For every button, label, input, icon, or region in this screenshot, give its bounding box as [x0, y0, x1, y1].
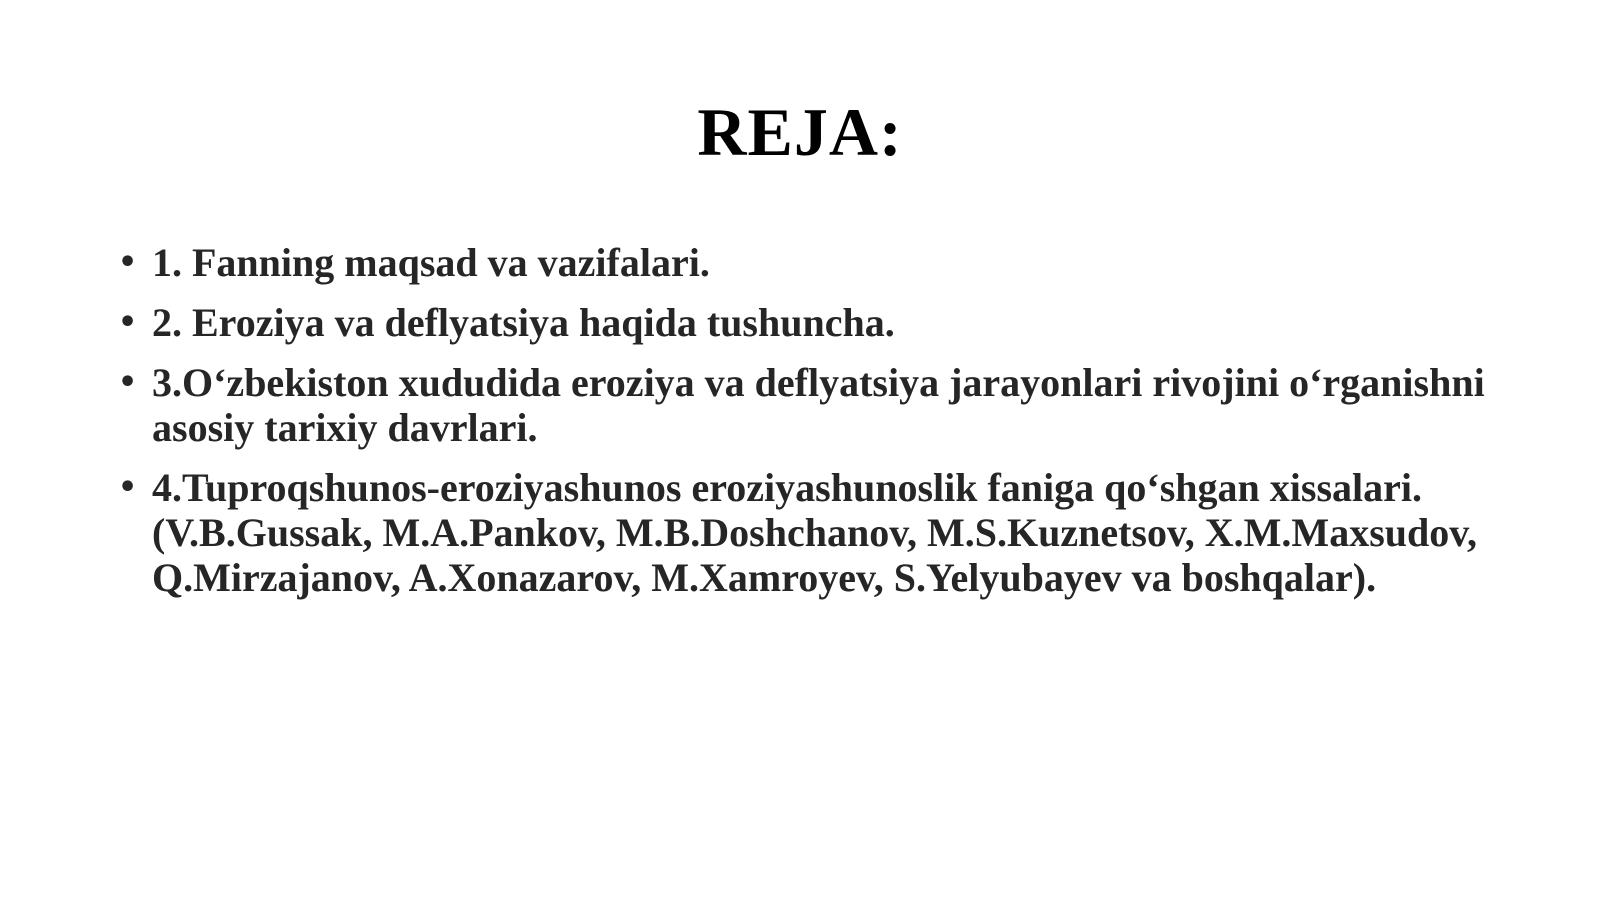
list-item: [118, 300, 1518, 345]
list-item: [118, 240, 1518, 285]
list-item: [118, 465, 1518, 600]
list-item-text: 4.Tuproqshunos-eroziyashunos eroziyashunoslik faniga qo‘shgan xissalari. (V.B.Gussak, M.A.Pankov, M.B.Doshchanov, M.S.Kuznetsov, X.M.Maxsudov, Q.Mirzajanov, A.Xonazarov, M.Xamroyev, S.Yelyubayev va boshqalar).: [152, 465, 1478, 600]
list-item: [118, 360, 1518, 450]
bullet-icon: •: [118, 245, 138, 280]
list-item-text: 2. Eroziya va deflyatsiya haqida tushuncha.: [152, 300, 895, 345]
bullet-icon: •: [118, 305, 138, 340]
bullet-list: [118, 240, 1518, 615]
bullet-icon: •: [118, 470, 138, 505]
list-item-text: 3.O‘zbekiston xududida eroziya va deflyatsiya jarayonlari rivojini o‘rganishni asosiy tarixiy davrlari.: [152, 360, 1485, 450]
slide-title: REJA:: [697, 94, 903, 170]
list-item-text: 1. Fanning maqsad va vazifalari.: [152, 240, 710, 285]
bullet-icon: •: [118, 365, 138, 400]
